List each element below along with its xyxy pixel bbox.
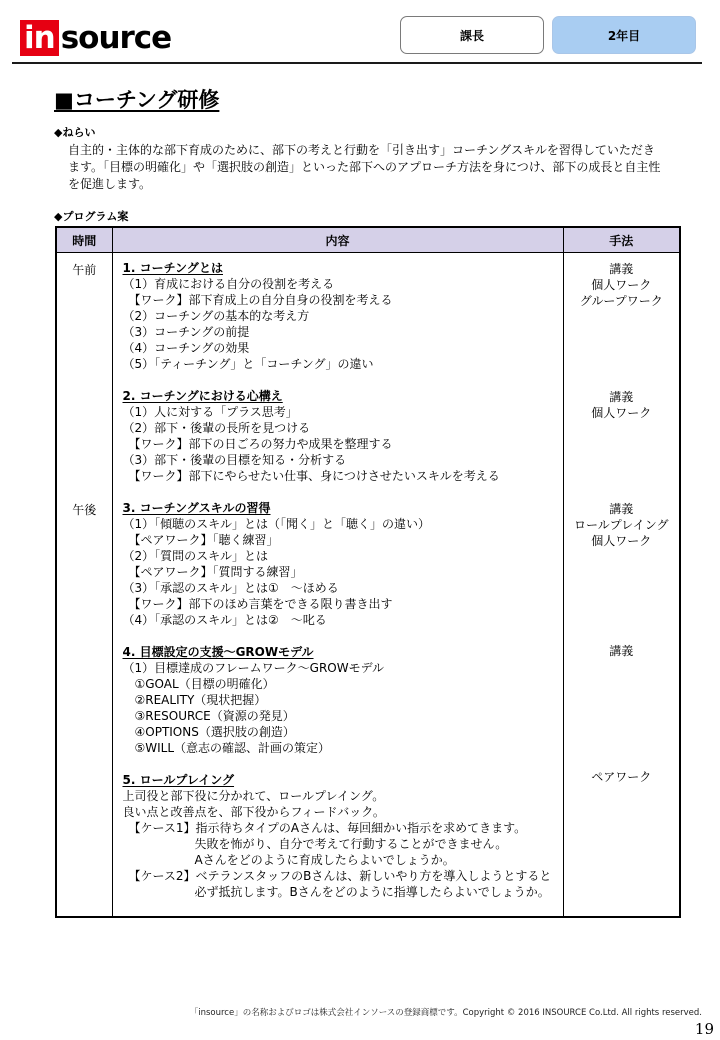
program-section [123,260,563,372]
method-cell [563,253,680,918]
section-item: （1）人に対する「プラス思考」 [122,405,298,419]
program-heading: ◆プログラム案 [54,210,129,223]
method-item: 個人ワーク [591,534,652,548]
section-item: （5）「ティーチング」と「コーチング」の違い [122,357,374,371]
aim-heading: ◆ねらい [54,126,96,139]
section-item: （3）「承認のスキル」とは① ～ほめる [122,581,339,595]
section-item: ⑤WILL（意志の確認、計画の策定） [122,741,331,755]
content-cell [112,253,563,918]
section-item: （1）目標達成のフレームワーク～GROWモデル [122,661,385,675]
method-item: 講義 [609,502,634,516]
program-section [123,772,563,900]
method-item: 個人ワーク [591,278,652,292]
time-afternoon: 午後 [72,503,97,517]
aim-text: 自主的・主体的な部下育成のために、部下の考えと行動を「引き出す」コーチングスキルを習得していただきます。「目標の明確化」や「選択肢の創造」といった部下へのアプローチ方法を身につけ、部下の成長と自主性を促進します。 [68,143,661,191]
section-item: 必ず抵抗します。Bさんをどのように指導したらよいでしょうか。 [122,885,550,899]
method-item: 講義 [609,644,634,658]
section-item: 【ワーク】部下のほめ言葉をできる限り書き出す [122,597,393,611]
section-item: 【ワーク】部下にやらせたい仕事、身につけさせたいスキルを考える [122,469,500,483]
method-item: 個人ワーク [591,406,652,420]
copyright-footer: 「insource」の名称およびロゴは株式会社インソースの登録商標です。Copyright © 2016 INSOURCE Co.Ltd. All rights reserved. [189,1008,702,1018]
section-item: （2）部下・後輩の長所を見つける [122,421,311,435]
method-group [564,261,680,309]
section-item: 【ケース2】ベテランスタッフのBさんは、新しいやり方を導入しようとすると [122,869,552,883]
section-item: 【ケース1】指示待ちタイプのAさんは、毎回細かい指示を求めてきます。 [122,821,527,835]
table-body-row [56,253,680,918]
section-item: ④OPTIONS（選択肢の創造） [122,725,295,739]
method-group [564,769,680,785]
section-title: 4. 目標設定の支援～GROWモデル [122,645,314,659]
page-number: 19 [694,1020,714,1038]
section-item: ③RESOURCE（資源の発見） [122,709,295,723]
method-item: ペアワーク [591,770,652,784]
section-item: ②REALITY（現状把握） [122,693,267,707]
program-section [123,500,563,628]
program-section [123,644,563,756]
section-item: （1）育成における自分の役割を考える [122,277,335,291]
section-item: （2）「質問のスキル」とは [122,549,269,563]
section-item: 上司役と部下役に分かれて、ロールプレイング。 [122,789,385,803]
time-cell [56,253,112,918]
method-group [564,389,680,421]
page-title: ■コーチング研修 [54,88,220,112]
section-item: （4）「承認のスキル」とは② ～叱る [122,613,327,627]
program-table [55,226,681,918]
section-item: ①GOAL（目標の明確化） [122,677,275,691]
header-content: 内容 [112,227,563,253]
header-divider [12,62,702,64]
section-title: 1. コーチングとは [122,261,223,275]
section-item: （3）部下・後輩の目標を知る・分析する [122,453,347,467]
method-item: グループワーク [579,294,663,308]
section-item: 失敗を怖がり、自分で考えて行動することができません。 [122,837,508,851]
logo-wordmark: source [60,20,172,56]
program-section [123,388,563,484]
method-item: ロールプレイング [574,518,669,532]
section-item: （3）コーチングの前提 [122,325,250,339]
logo-in-mark: in [20,20,59,56]
time-morning: 午前 [72,263,97,277]
section-title: 5. ロールプレイング [122,773,235,787]
insource-logo [20,20,171,56]
header-method: 手法 [563,227,680,253]
header-time: 時間 [56,227,112,253]
section-item: 【ワーク】部下育成上の自分自身の役割を考える [122,293,393,307]
section-item: Aさんをどのように育成したらよいでしょうか。 [122,853,455,867]
position-badge: 課長 [400,16,544,54]
method-group [564,643,680,659]
section-item: 【ペアワーク】「質問する練習」 [122,565,303,579]
section-item: 良い点と改善点を、部下役からフィードバック。 [122,805,385,819]
section-item: （2）コーチングの基本的な考え方 [122,309,310,323]
section-title: 3. コーチングスキルの習得 [122,501,271,515]
section-item: 【ワーク】部下の日ごろの努力や成果を整理する [122,437,393,451]
section-item: （4）コーチングの効果 [122,341,250,355]
section-item: 【ペアワーク】「聴く練習」 [122,533,279,547]
method-group [564,501,680,549]
year-badge: 2年目 [552,16,696,54]
method-item: 講義 [609,390,634,404]
table-header-row [56,227,680,253]
section-item: （1）「傾聴のスキル」とは（「聞く」と「聴く」の違い） [122,517,431,531]
method-item: 講義 [609,262,634,276]
section-title: 2. コーチングにおける心構え [122,389,283,403]
